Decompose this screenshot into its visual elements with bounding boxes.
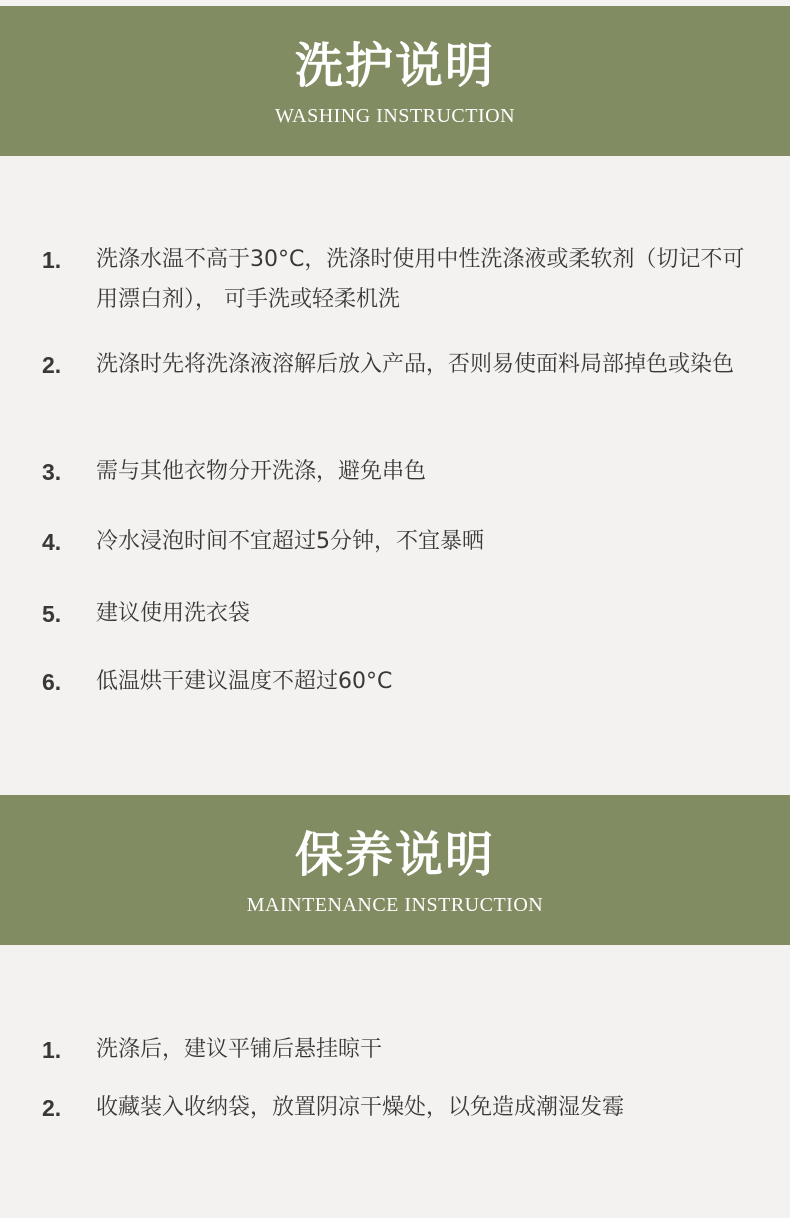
item-text: 低温烘干建议温度不超过60°C bbox=[96, 669, 393, 694]
item-text: 洗涤后，建议平铺后悬挂晾干 bbox=[96, 1037, 383, 1062]
item-number: 6. bbox=[42, 669, 62, 695]
item-number: 4. bbox=[42, 529, 62, 555]
washing-title: 洗护说明 bbox=[294, 38, 495, 94]
item-number: 2. bbox=[42, 352, 62, 378]
maintenance-header-banner bbox=[0, 795, 790, 945]
item-text: 建议使用洗衣袋 bbox=[96, 601, 251, 626]
maintenance-subtitle: MAINTENANCE INSTRUCTION bbox=[246, 894, 544, 916]
item-text: 收藏装入收纳袋，放置阴凉干燥处，以免造成潮湿发霉 bbox=[96, 1095, 625, 1120]
washing-header-banner bbox=[0, 6, 790, 156]
item-text: 冷水浸泡时间不宜超过5分钟，不宜暴晒 bbox=[96, 529, 484, 554]
item-text: 需与其他衣物分开洗涤，避免串色 bbox=[96, 459, 427, 484]
item-text: 洗涤时先将洗涤液溶解后放入产品，否则易使面料局部掉色或染色 bbox=[96, 352, 735, 377]
item-number: 1. bbox=[42, 247, 62, 273]
item-number: 3. bbox=[42, 459, 62, 485]
washing-subtitle: WASHING INSTRUCTION bbox=[274, 105, 516, 127]
item-number: 1. bbox=[42, 1037, 62, 1063]
item-number: 5. bbox=[42, 601, 62, 627]
item-number: 2. bbox=[42, 1095, 62, 1121]
maintenance-title: 保养说明 bbox=[294, 827, 495, 883]
item-text: 洗涤水温不高于30°C，洗涤时使用中性洗涤液或柔软剂（切记不可用漂白剂）， 可手洗或轻柔机洗 bbox=[96, 247, 745, 312]
